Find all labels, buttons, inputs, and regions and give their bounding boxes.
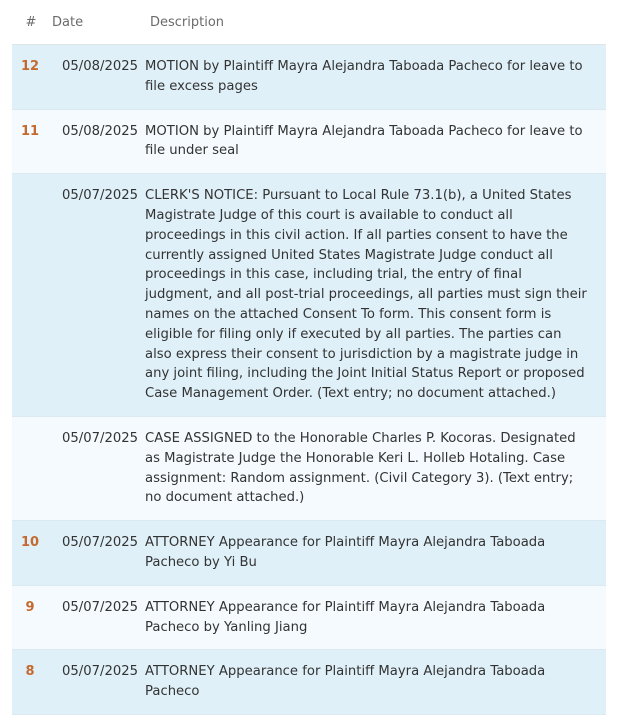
table-row <box>12 174 606 417</box>
entry-number[interactable]: 8 <box>25 664 35 680</box>
entry-description: ATTORNEY Appearance for Plaintiff Mayra Alejandra Taboada Pacheco <box>145 664 546 700</box>
table-header <box>12 0 606 45</box>
entry-number[interactable]: 10 <box>20 535 40 551</box>
header-date: Date <box>52 14 84 30</box>
entry-description: ATTORNEY Appearance for Plaintiff Mayra Alejandra Taboada Pacheco by Yanling Jiang <box>145 599 546 635</box>
entry-description: ATTORNEY Appearance for Plaintiff Mayra Alejandra Taboada Pacheco by Yi Bu <box>145 535 546 570</box>
entry-date: 05/07/2025 <box>62 664 139 680</box>
entry-description: CLERK'S NOTICE: Pursuant to Local Rule 73.1(b), a United States Magistrate Judge of this court is available to conduct all proceedings in this civil action. If all parties consent to have the currently assigned United States Magistrate Judge conduct all proceedings in this case, including trial, the entry of final judgment, and all post-trial proceedings, all parties must sign their names on the attached Consent To form. This consent form is eligible for filing only if executed by all parties. The parties can also express their consent to jurisdiction by a magistrate judge in any joint filing, including the Joint Initial Status Report or proposed Case Management Order. (Text entry; no document attached.) <box>145 188 587 402</box>
entry-number[interactable]: 11 <box>20 123 40 139</box>
entry-date: 05/07/2025 <box>62 430 139 446</box>
table-row <box>12 110 606 175</box>
table-row <box>12 521 606 586</box>
table-row <box>12 650 606 715</box>
table-row <box>12 417 606 521</box>
entry-date: 05/08/2025 <box>62 59 139 74</box>
entry-description: MOTION by Plaintiff Mayra Alejandra Taboada Pacheco for leave to file under seal <box>145 123 583 159</box>
entry-date: 05/07/2025 <box>62 535 139 551</box>
entry-description: MOTION by Plaintiff Mayra Alejandra Taboada Pacheco for leave to file excess pages <box>145 59 583 94</box>
entry-date: 05/07/2025 <box>62 188 139 204</box>
entry-date: 05/07/2025 <box>62 599 139 615</box>
entry-number[interactable]: 9 <box>25 599 35 615</box>
entry-date: 05/08/2025 <box>62 123 139 139</box>
entry-description: CASE ASSIGNED to the Honorable Charles P. Kocoras. Designated as Magistrate Judge the Honorable Keri L. Holleb Hotaling. Case assignment: Random assignment. (Civil Category 3). (Text entry; no document attached.) <box>145 430 576 506</box>
table-row <box>12 586 606 651</box>
header-number: # <box>25 14 37 30</box>
entry-number[interactable]: 12 <box>20 59 40 74</box>
docket-table <box>12 0 606 715</box>
header-description: Description <box>150 14 225 30</box>
table-row <box>12 45 606 110</box>
